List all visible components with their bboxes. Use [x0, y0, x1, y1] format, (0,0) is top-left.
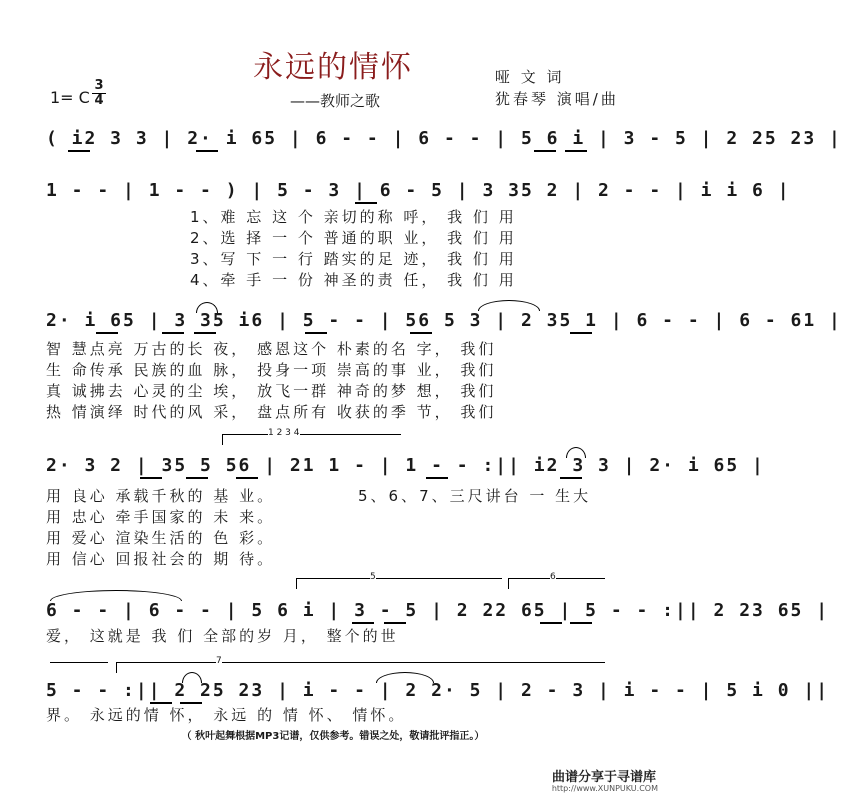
underline	[560, 477, 582, 479]
notation-row-6: 5 - - :|| 2 25 23 | i - - | 2 2· 5 | 2 - 3 | i - - | 5 i 0 ||	[46, 680, 830, 701]
watermark-url: http://www.XUNPUKU.COM	[551, 784, 658, 793]
underline	[565, 150, 587, 152]
volta-5-label: 5	[370, 572, 376, 582]
lyric-verse-1-b: 智 慧点亮 万古的长 夜， 感恩这个 朴素的名 字， 我们	[46, 340, 497, 358]
site-watermark	[510, 760, 666, 797]
watermark-name: 曲谱分享于寻谱库	[551, 770, 656, 785]
underline	[570, 332, 592, 334]
lyric-verse-2-c: 用 忠心 牵手国家的 未 来。	[46, 508, 276, 526]
underline	[534, 150, 556, 152]
lyric-verse-4-c: 用 信心 回报社会的 期 待。	[46, 550, 276, 568]
slur	[478, 300, 540, 311]
underline	[236, 477, 258, 479]
key-signature: 1= C	[50, 88, 90, 107]
underline	[196, 150, 218, 152]
lyric-verse-3-a: 3、写 下 一 行 踏实的足 迹， 我 们 用	[190, 250, 517, 268]
underline	[352, 622, 374, 624]
transcription-note: （ 秋叶起舞根据MP3记谱，仅供参考。错误之处，敬请批评指正。）	[181, 731, 485, 742]
volta-6	[508, 578, 605, 589]
underline	[570, 622, 592, 624]
lyric-verse-2-b: 生 命传承 民族的血 脉， 投身一项 崇高的事 业， 我们	[46, 361, 497, 379]
underline	[68, 150, 90, 152]
lyric-verse-1-a: 1、难 忘 这 个 亲切的称 呼， 我 们 用	[190, 208, 517, 226]
slur	[376, 672, 434, 683]
volta-end-line	[50, 662, 108, 663]
lyric-verse-1-c-alt: 5、6、7、三尺讲台 一 生大	[358, 487, 592, 505]
underline	[305, 332, 327, 334]
underline	[426, 477, 448, 479]
notation-row-4: 2· 3 2 | 35 5 56 | 21 1 - | 1 - - :|| i2 3 3 | 2· i 65 |	[46, 455, 765, 476]
underline	[410, 332, 432, 334]
lyricist-credit: 哑 文 词	[495, 68, 565, 86]
underline	[186, 477, 208, 479]
underline	[140, 477, 162, 479]
notation-row-3: 2· i 65 | 3 35 i6 | 5 - - | 56 5 3 | 2 35 1 | 6 - - | 6 - 61 |	[46, 310, 842, 331]
slur	[182, 672, 202, 683]
volta-1234	[222, 434, 401, 445]
volta-5	[296, 578, 502, 589]
notation-row-2: 1 - - | 1 - - ) | 5 - 3 | 6 - 5 | 3 35 2 | 2 - - | i i 6 |	[46, 180, 791, 201]
lyric-verse-3-c: 用 爱心 渲染生活的 色 彩。	[46, 529, 276, 547]
lyric-verse-4-b: 热 情演绎 时代的风 采， 盘点所有 收获的季 节， 我们	[46, 403, 497, 421]
score-subtitle: ——教师之歌	[290, 92, 381, 110]
volta-7-label: 7	[216, 656, 222, 666]
slur	[566, 447, 586, 458]
score-title: 永远的情怀	[253, 50, 413, 85]
time-signature-bottom: 4	[94, 93, 104, 108]
underline	[194, 332, 216, 334]
notation-row-1: ( i2 3 3 | 2· i 65 | 6 - - | 6 - - | 5 6 i | 3 - 5 | 2 25 23 |	[46, 128, 842, 149]
notation-row-5: 6 - - | 6 - - | 5 6 i | 3 - 5 | 2 22 65 | 5 - - :|| 2 23 65 |	[46, 600, 830, 621]
time-signature-top: 3	[94, 78, 104, 93]
time-signature	[92, 80, 106, 107]
volta-1234-label: 1 2 3 4	[268, 428, 300, 438]
composer-credit: 犹春琴 演唱/曲	[495, 90, 619, 108]
lyric-row-6: 界。 永远的情 怀， 永远 的 情 怀、 情怀。	[46, 706, 407, 724]
underline	[162, 332, 184, 334]
lyric-verse-2-a: 2、选 择 一 个 普通的职 业， 我 们 用	[190, 229, 517, 247]
lyric-verse-3-b: 真 诚拂去 心灵的尘 埃， 放飞一群 神奇的梦 想， 我们	[46, 382, 497, 400]
lyric-verse-1-c: 用 良心 承载千秋的 基 业。	[46, 487, 276, 505]
underline	[384, 622, 406, 624]
underline	[540, 622, 562, 624]
lyric-verse-4-a: 4、牵 手 一 份 神圣的责 任， 我 们 用	[190, 271, 517, 289]
underline	[96, 332, 118, 334]
volta-6-label: 6	[550, 572, 556, 582]
lyric-row-5: 爱， 这就是 我 们 全部的岁 月， 整个的世	[46, 627, 399, 645]
slur	[196, 302, 218, 313]
underline	[355, 202, 377, 204]
